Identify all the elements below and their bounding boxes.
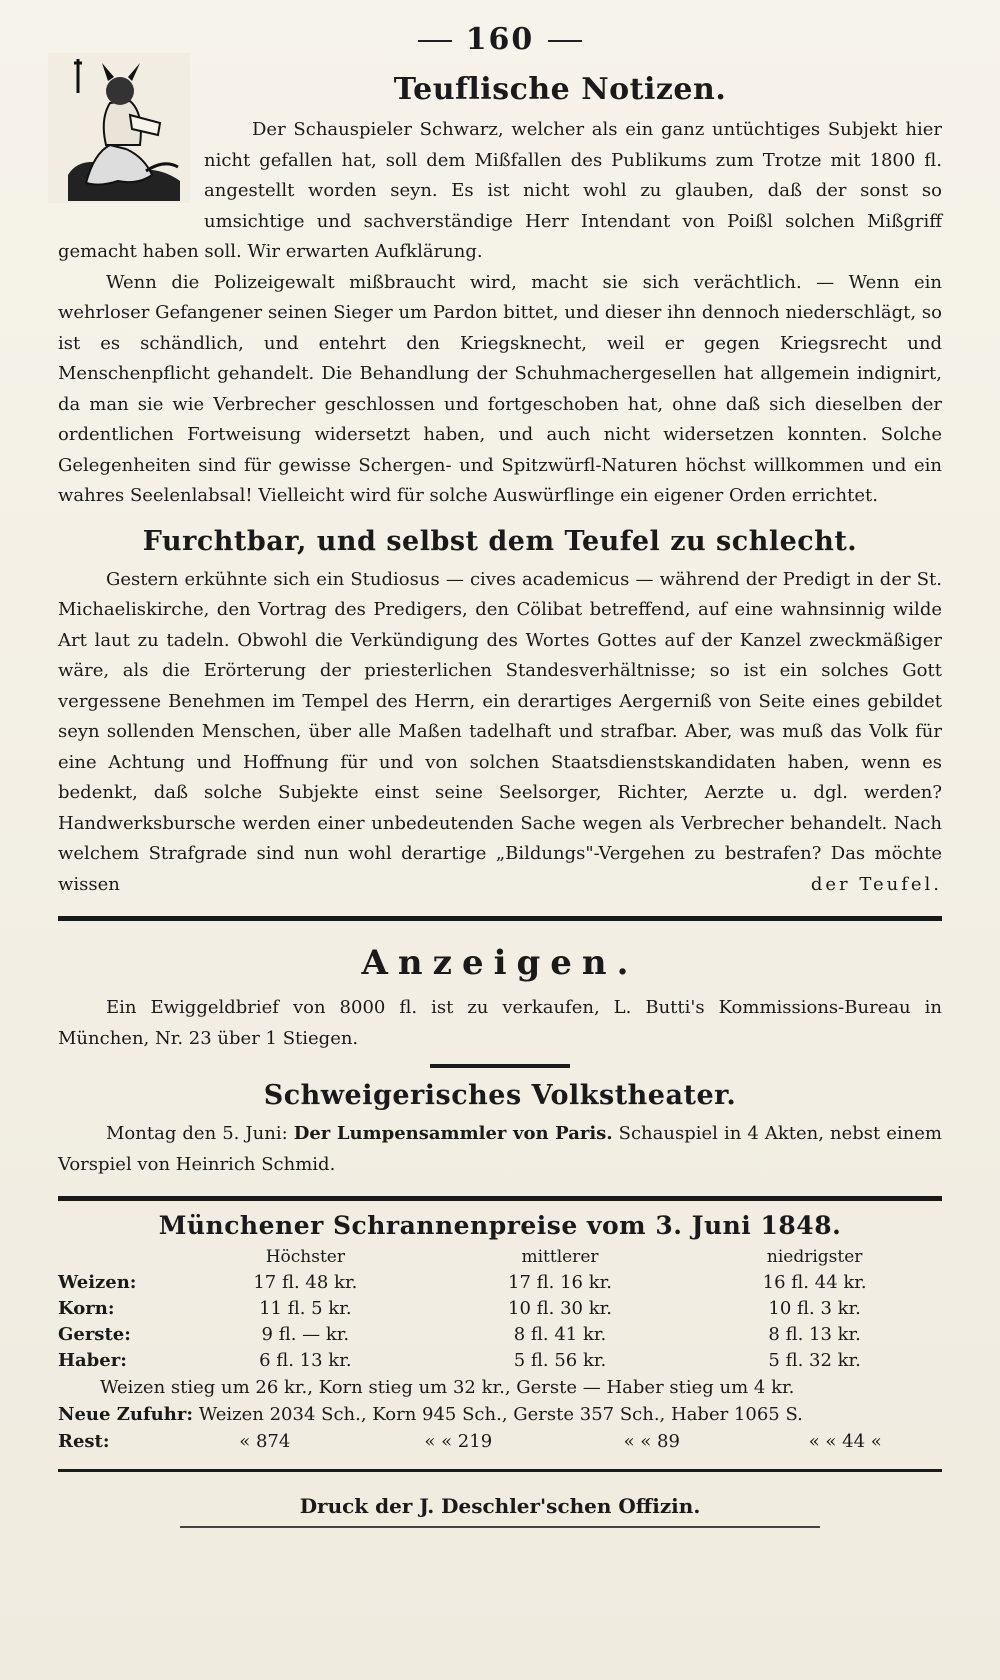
prices-title: Münchener Schrannenpreise vom 3. Juni 1848. xyxy=(158,1211,842,1240)
signature-teufel: der Teufel. xyxy=(810,873,942,895)
dash-left xyxy=(418,40,452,42)
price-table xyxy=(58,1244,942,1374)
rest-row: Rest: « 874 « « 219 « « 89 « « 44 « xyxy=(58,1431,882,1452)
table-row: Haber: 6 fl. 13 kr. 5 fl. 56 kr. 5 fl. 32 kr. xyxy=(58,1350,861,1371)
price-change-line: Weizen stieg um 26 kr., Korn stieg um 32 kr., Gerste — Haber stieg um 4 kr. xyxy=(100,1377,795,1398)
imprint-underline xyxy=(180,1526,820,1528)
article-title-furchtbar: Furchtbar, und selbst dem Teufel zu schlecht. xyxy=(142,525,858,557)
paragraph-polizeigewalt: Wenn die Polizeigewalt mißbraucht wird, macht sie sich verächtlich. — Wenn ein wehrloser Gefangener seinen Sieger um Pardon bittet, und dieser ihn dennoch niederschlägt, so ist es schändlich, und entehrt den Kriegsknecht, weil er gegen Kriegsrecht und Menschenpflicht gehandelt. Die Behandlung der Schuhmachergesellen hat allgemein indignirt, da man sie wie Verbrecher geschlossen und fortgeschoben hat, ohne daß sich dieselben der ordentlichen Fortweisung widersetzt haben, und auch nicht widersetzen konnten. Solche Gelegenheiten sind für gewisse Schergen- und Spitzwürfl-Naturen höchst willkommen und ein wahres Seelenlabsal! Vielleicht wird für solche Auswürflinge ein eigener Orden errichtet. xyxy=(58,271,942,506)
ads-title: Anzeigen. xyxy=(361,943,639,983)
short-divider xyxy=(430,1064,570,1068)
table-row: Weizen: 17 fl. 48 kr. 17 fl. 16 kr. 16 fl. 44 kr. xyxy=(58,1272,867,1293)
prices-divider xyxy=(58,1196,942,1201)
article-notes xyxy=(58,115,942,512)
imprint-divider xyxy=(58,1469,942,1472)
header-high: Höchster xyxy=(265,1247,345,1267)
page-number: 160 xyxy=(58,18,942,62)
article-furchtbar xyxy=(58,565,942,901)
theater-title: Schweigerisches Volkstheater. xyxy=(263,1080,737,1111)
paragraph-schwarz: Der Schauspieler Schwarz, welcher als ein ganz untüchtiges Subjekt hier nicht gefallen hat, soll dem Mißfallen des Publikums zum Trotze mit 1800 fl. angestellt worden seyn. Es ist nicht wohl zu glauben, daß der sonst so umsichtige und sachverständige Herr Intendant von Poißl solchen Mißgriff gemacht haben soll. Wir erwarten Aufklärung. xyxy=(58,119,942,262)
devil-illustration-icon xyxy=(48,53,190,203)
header-low: niedrigster xyxy=(766,1247,863,1267)
header-mid: mittlerer xyxy=(521,1247,599,1267)
table-row: Gerste: 9 fl. — kr. 8 fl. 41 kr. 8 fl. 13 kr. xyxy=(58,1324,861,1345)
theater-announcement: Montag den 5. Juni: Der Lumpensammler von Paris. Schauspiel in 4 Akten, nebst einem Vorspiel von Heinrich Schmid. xyxy=(58,1123,942,1175)
article-title-notes: Teuflische Notizen. xyxy=(393,72,727,107)
ad-ewiggeldbrief: Ein Ewiggeldbrief von 8000 fl. ist zu verkaufen, L. Butti's Kommissions-Bureau in München, Nr. 23 über 1 Stiegen. xyxy=(58,997,942,1049)
paragraph-studiosus: Gestern erkühnte sich ein Studiosus — cives academicus — während der Predigt in der St. Michaeliskirche, den Vortrag des Predigers, den Cölibat betreffend, auf eine wahnsinnig wilde Art laut zu tadeln. Obwohl die Verkündigung des Wortes Gottes auf der Kanzel zweckmäßiger wäre, als die Erörterung der priesterlichen Standesverhältnisse; so ist ein solches Gott vergessene Benehmen im Tempel des Herrn, ein derartiges Aergerniß von Seite eines gebildet seyn sollenden Menschen, über alle Maßen tadelhaft und strafbar. Aber, was muß das Volk für eine Achtung und Hoffnung für und von solchen Staatsdienstskandidaten haben, wenn es bedenkt, daß solche Subjekte einst seine Seelsorger, Richter, Aerzte u. dgl. werden? Handwerksbursche werden einer unbedeutenden Sache wegen als Verbrecher behandelt. Nach welchem Strafgrade sind nun wohl derartige „Bildungs"-Vergehen zu bestrafen? Das möchte wissen der Teufel. xyxy=(58,565,942,901)
supply-line: Neue Zufuhr: Weizen 2034 Sch., Korn 945 Sch., Gerste 357 Sch., Haber 1065 S. xyxy=(58,1404,803,1425)
table-row: Korn: 11 fl. 5 kr. 10 fl. 30 kr. 10 fl. 3 kr. xyxy=(58,1298,861,1319)
play-title: Der Lumpensammler von Paris. xyxy=(293,1123,613,1144)
section-divider xyxy=(58,916,942,921)
price-header-row xyxy=(58,1244,942,1270)
printer-imprint: Druck der J. Deschler'schen Offizin. xyxy=(299,1494,701,1518)
dash-right xyxy=(548,40,582,42)
